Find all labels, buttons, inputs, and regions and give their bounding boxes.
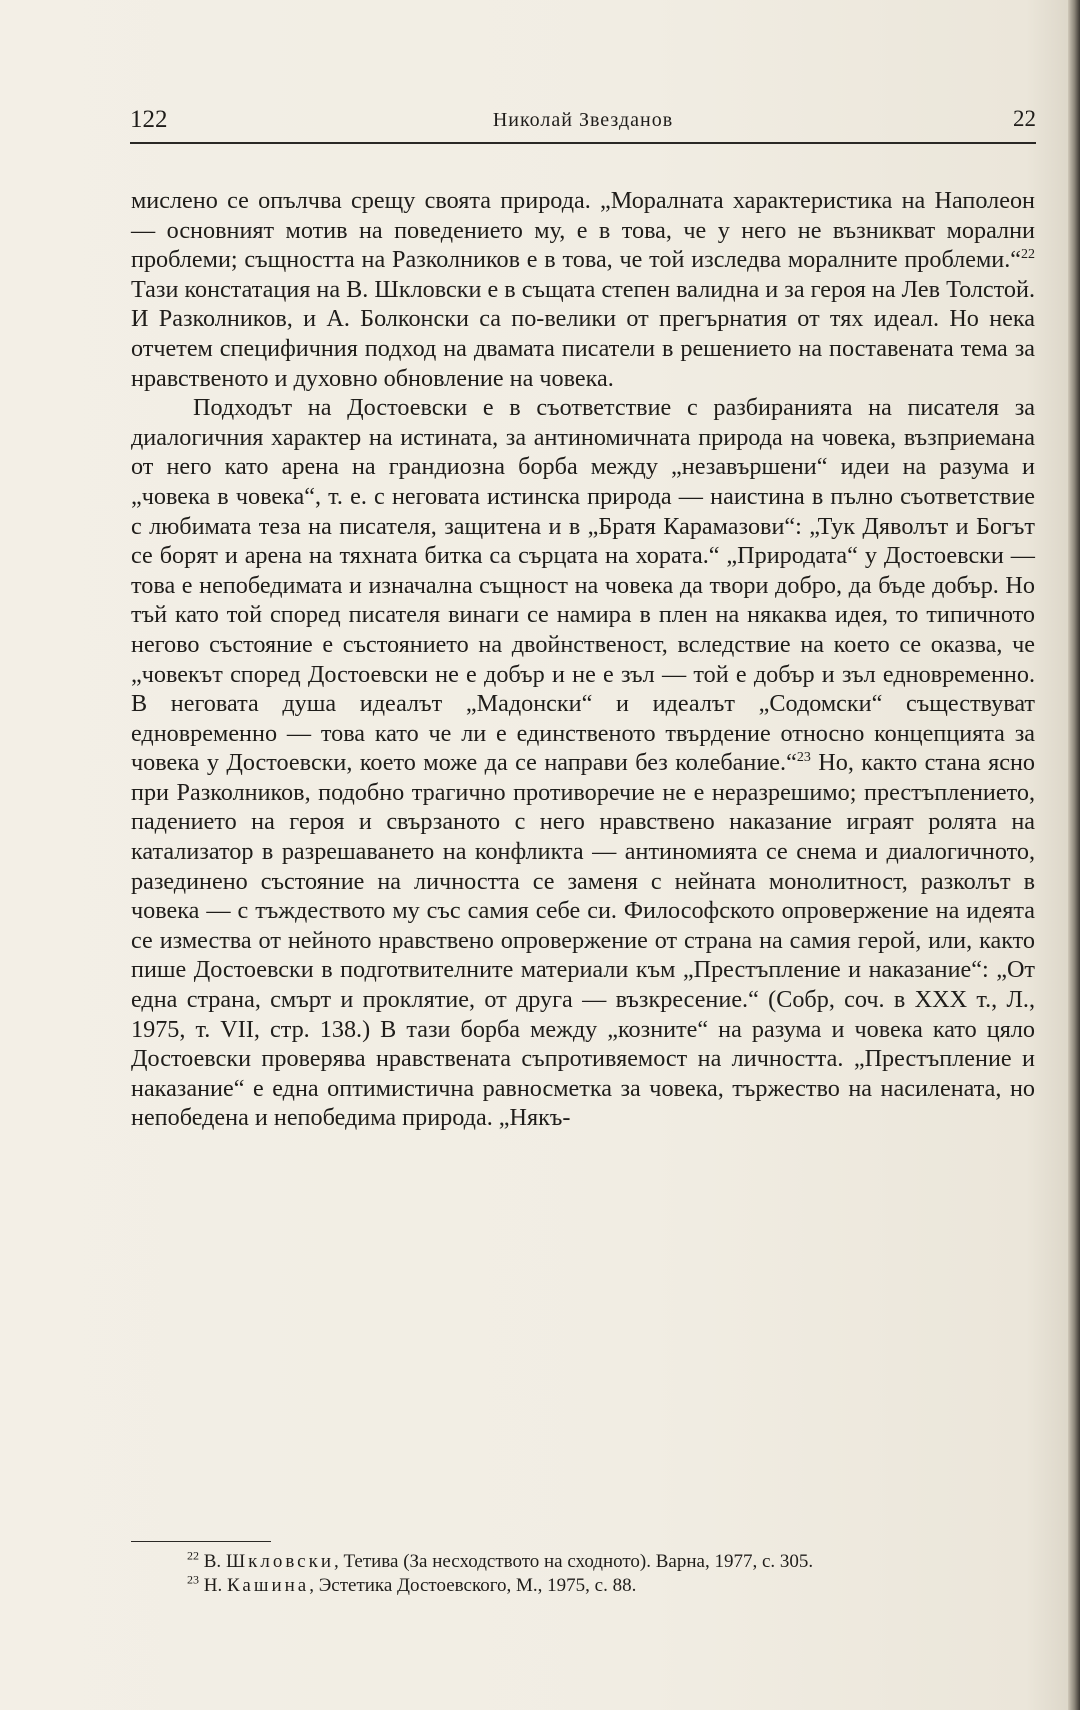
footnote-22-text-a: В. — [199, 1551, 226, 1572]
footnote-ref-23: 23 — [796, 750, 811, 766]
paragraph-1-text-b: Тази констатация на В. Шкловски е в същата степен валидна и за героя на Лев Толстой. И Разколников, и А. Болконски са по-велики от прегърнатия от тях идеал. Но нека отчетем специфичния подход на двамата писатели в решението на поставената тема за нравственото и духовно обновление на човека. — [131, 275, 1035, 392]
paragraph-2-text-b: Но, както стана ясно при Разколников, подобно трагично противоречие не е неразрешимо; престъплението, падението на героя и свързаното с него нравствено наказание играят ролята на катализатор в разрешаването на конфликта — антиномията се снема и диалогичното, разединено състояние на личността се заменя с нейната монолитност, разколът в човека — с тъждеството му със самия себе си. Философското опровержение на идеята се измества от нейното нравствено опровержение от страна на самия герой, или, както пише Достоевски в подготвителните материали към „Престъпление и наказание“: „От една страна, смърт и проклятие, от друга — възкресение.“ (Собр, соч. в XXX т., Л., 1975, т. VII, стр. 138.) В тази борба между „кознитe“ на разума и човека като цяло Достоевски проверява нравствената съпротивяемост на личността. „Престъпление и наказание“ е една оптимистична равносметка за човека, тържество на насилената, но непобедена и непобедима природа. „Някъ- — [131, 749, 1035, 1132]
header-rule — [130, 142, 1036, 144]
page-number: 122 — [130, 106, 168, 133]
footnote-23-text-a: Н. — [199, 1575, 227, 1596]
footnote-22 — [131, 1550, 1035, 1574]
running-head-author: Николай Звезданов — [492, 109, 674, 131]
footnote-23 — [131, 1574, 1035, 1598]
footnote-23-author: Кашина — [226, 1575, 310, 1596]
paragraph-2 — [131, 393, 1035, 1133]
paragraph-2-text-a: Подходът на Достоевски е в съответствие с разбиранията на писателя за диалогичния характер на истината, за антиномичната природа на човека, възприемана от него като арена на грандиозна борба между „незавършени“ идеи на разума и „човека в човека“, т. е. с неговата истинска природа — наистина в пълно съответствие с любимата теза на писателя, защитена и в „Братя Карамазови“: „Тук Дяволът и Богът се борят и арена на тяхната битка са сърцата на хората.“ „Природата“ у Достоевски — това е непобедимата и изначална същност на човека да твори добро, да бъде добър. Но тъй като той според писателя винаги се намира в плен на някаква идея, то типичното негово състояние е състоянието на двойнственост, вследствие на което се оказва, че „човекът според Достоевски не е добър и не е зъл — той е добър и зъл едновременно. В неговата душа идеалът „Мадонски“ и идеалът „Содомски“ съществуват едновременно — това като че ли е единственото твърдение относно концепцията за човека у Достоевски, което може да се направи без колебание.“ — [131, 394, 1035, 777]
footnote-22-author: Шкловски — [225, 1551, 335, 1572]
paragraph-1 — [131, 186, 1035, 393]
binding-edge — [1068, 0, 1080, 1710]
footnote-22-text-b: , Тетива (За несходството на сходното). Варна, 1977, с. 305. — [334, 1551, 814, 1572]
footnotes — [131, 1550, 1035, 1598]
footnote-ref-22: 22 — [1021, 247, 1035, 263]
issue-number: 22 — [1013, 106, 1036, 131]
main-text — [131, 186, 1035, 1133]
footnote-23-text-b: , Эстетика Достоевского, М., 1975, с. 88. — [309, 1575, 637, 1596]
footnote-22-number: 22 — [187, 1548, 199, 1563]
running-header — [130, 106, 1036, 140]
paragraph-1-text-a: мислено се опълчва срещу своята природа. „Моралната характеристика на Наполеон — основният мотив на поведението му, е в това, че у него не възникват морални проблеми; същността на Разколников е в това, че той изследва моралните проблеми.“ — [131, 187, 1035, 274]
footnote-23-number: 23 — [187, 1572, 199, 1587]
footnote-rule — [131, 1541, 271, 1542]
